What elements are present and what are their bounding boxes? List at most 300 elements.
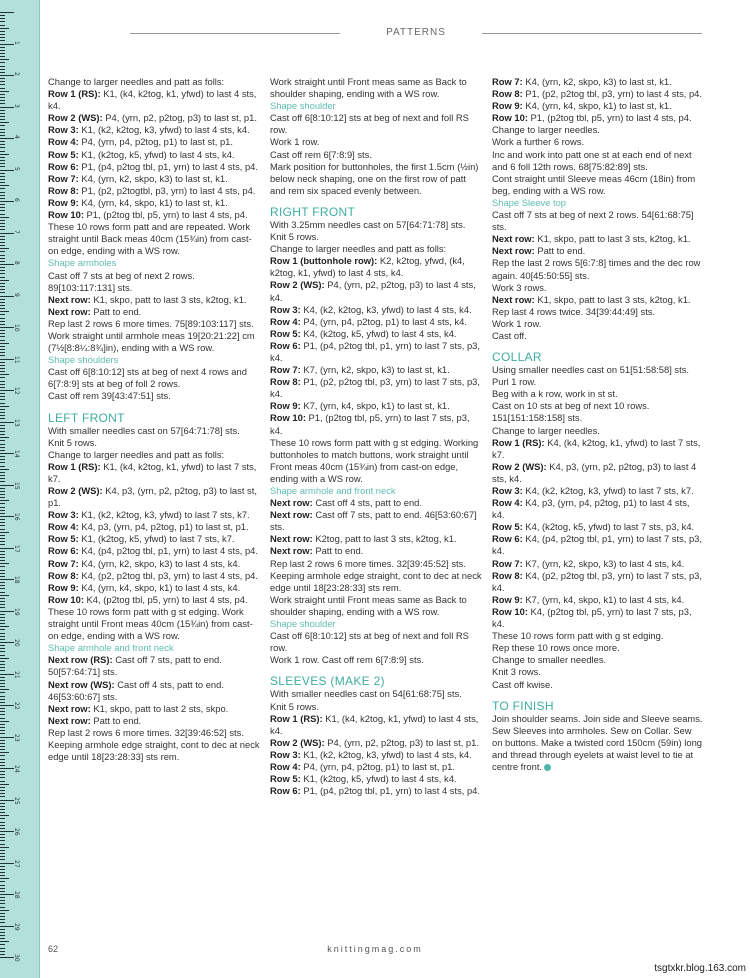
ruler-tick <box>0 740 5 741</box>
ruler-tick <box>0 818 5 819</box>
ruler-tick <box>0 689 9 690</box>
row-label: Next row: <box>492 233 535 245</box>
row-label: Row 8: <box>48 569 79 581</box>
ruler-tick <box>0 718 5 719</box>
ruler-tick <box>0 403 5 404</box>
instruction-line <box>492 136 704 148</box>
ruler-label: 22 <box>13 702 20 710</box>
ruler-tick <box>0 422 14 423</box>
instruction-text: Change to larger needles. <box>492 424 600 436</box>
ruler-tick <box>0 702 5 703</box>
instruction-line <box>492 642 704 654</box>
ruler-tick <box>0 560 5 561</box>
instruction-line <box>48 703 260 715</box>
instruction-text: Patt to end. <box>312 545 364 557</box>
instruction-text: Change to larger needles and patt as folls: <box>48 76 225 87</box>
ruler-label: 14 <box>13 450 20 458</box>
instruction-line <box>492 388 704 400</box>
ruler-tick <box>0 636 5 637</box>
ruler-tick <box>0 450 5 451</box>
instruction-line <box>270 570 482 594</box>
row-label: Next row: <box>48 702 91 714</box>
instruction-line <box>48 425 260 437</box>
subheading: Shape armhole and front neck <box>48 642 174 654</box>
instruction-line <box>270 219 482 231</box>
ruler-tick <box>0 847 9 848</box>
instruction-line <box>492 364 704 376</box>
instruction-text: K4, (yrn, k2, skpo, k3) to last st, k1. <box>522 76 672 87</box>
row-label: Row 1 (RS): <box>48 460 101 472</box>
ruler-tick <box>0 563 9 564</box>
instruction-line <box>270 437 482 485</box>
instruction-line <box>270 558 482 570</box>
ruler-tick <box>0 119 5 120</box>
ruler-tick <box>0 699 5 700</box>
ruler-label: 27 <box>13 859 20 868</box>
ruler-tick <box>0 255 5 256</box>
instruction-text: P1, (p2, p2tog tbl, p3, yrn) to last 7 sts, p3, k4. <box>270 376 480 400</box>
ruler-tick <box>0 459 5 460</box>
instruction-text: K4, p3, (yrn, p4, p2tog, p1) to last 4 sts, k4. <box>492 497 690 521</box>
ruler-tick <box>0 655 5 656</box>
instruction-line <box>492 437 704 461</box>
instruction-line <box>270 545 482 557</box>
instruction-line <box>48 124 260 136</box>
ruler-tick <box>0 352 5 353</box>
ruler-tick <box>0 415 5 416</box>
ruler-label: 21 <box>13 670 20 679</box>
ruler-tick <box>0 885 5 886</box>
instruction-text: Knit 5 rows. <box>48 436 97 448</box>
ruler-tick <box>0 677 5 678</box>
ruler-tick <box>0 648 5 649</box>
instruction-text: K1, (k4, k2tog, k1, yfwd) to last 4 sts, k4. <box>48 88 257 112</box>
ruler-tick <box>0 176 5 177</box>
instruction-text: Cast off kwise. <box>492 678 553 690</box>
row-label: Row 5: <box>48 533 79 545</box>
instruction-text: K4, (p2tog tbl, p5, yrn) to last 7 sts, p3, k4. <box>492 605 692 630</box>
instruction-line <box>48 330 260 354</box>
ruler-tick <box>0 629 5 630</box>
row-label: Next row: <box>48 714 91 726</box>
ruler-tick <box>0 674 14 675</box>
ruler-tick <box>0 396 5 397</box>
instruction-text: P1, (p2tog tbl, p5, yrn) to last 4 sts, p4. <box>527 112 692 124</box>
ruler-tick <box>0 529 5 530</box>
instruction-line <box>48 679 260 703</box>
ruler-tick <box>0 535 5 536</box>
ruler-tick <box>0 582 5 583</box>
ruler-tick <box>0 318 5 319</box>
ruler-tick <box>0 604 5 605</box>
ruler-label: 15 <box>13 481 20 490</box>
row-label: Row 9: <box>492 593 523 605</box>
ruler-tick <box>0 355 5 356</box>
ruler-tick <box>0 399 5 400</box>
instruction-text: P1, (p2tog tbl, p5, yrn) to last 4 sts, p4. <box>83 209 248 221</box>
ruler-tick <box>0 311 9 312</box>
ruler-tick <box>0 308 5 309</box>
instruction-line <box>270 364 482 376</box>
ruler-tick <box>0 428 5 429</box>
instruction-text: P4, (yrn, p2, p2tog, p3) to last st, p1. <box>324 736 479 748</box>
instruction-text: K4, p3, (yrn, p4, p2tog, p1) to last st, p1. <box>78 521 249 533</box>
instruction-text: These 10 rows form patt and are repeated. Work straight until Back meas 40cm (15¾in) from cast-on edge, ending with a WS row. <box>48 221 252 257</box>
ruler-tick <box>0 888 5 889</box>
ruler-tick <box>0 125 5 126</box>
ruler-label: 6 <box>13 198 20 202</box>
row-label: Next row: <box>270 497 313 509</box>
ruler-tick <box>0 538 5 539</box>
ruler-tick <box>0 258 5 259</box>
instruction-line <box>48 570 260 582</box>
instruction-text: K4, (p4, p2tog tbl, p1, yrn) to last 7 sts, p3, k4. <box>492 533 702 557</box>
instruction-line <box>492 282 704 294</box>
instruction-text: K4, (yrn, k4, skpo, k1) to last st, k1. <box>522 100 672 112</box>
ruler-tick <box>0 210 5 211</box>
ruler-tick <box>0 494 5 495</box>
ruler-tick <box>0 25 5 26</box>
instruction-text: P4, (yrn, p4, p2tog, p1) to last 4 sts, k4. <box>300 315 467 327</box>
instruction-line <box>270 243 482 255</box>
instruction-line <box>48 654 260 678</box>
ruler-tick <box>0 866 5 867</box>
instruction-text: Cast off 6[8:10:12] sts at beg of next and foll RS row. <box>270 112 469 136</box>
instruction-text: Cast off. <box>492 329 527 341</box>
row-label: Row 4: <box>48 136 79 148</box>
ruler-label: 4 <box>13 135 20 139</box>
ruler-tick <box>0 418 5 419</box>
section-title: PATTERNS <box>380 27 452 38</box>
instruction-line <box>270 509 482 533</box>
column-3 <box>492 76 704 773</box>
ruler-tick <box>0 900 5 901</box>
instruction-line <box>270 316 482 328</box>
instruction-line <box>48 533 260 545</box>
instruction-line <box>492 209 704 233</box>
ruler-tick <box>0 573 5 574</box>
ruler-tick <box>0 692 5 693</box>
page-number: 62 <box>48 944 59 954</box>
ruler-tick <box>0 598 5 599</box>
ruler-tick <box>0 932 5 933</box>
ruler-tick <box>0 755 5 756</box>
ruler-tick <box>0 815 9 816</box>
instruction-line <box>270 688 482 700</box>
ruler-label: 17 <box>13 544 20 553</box>
ruler-tick <box>0 525 5 526</box>
ruler-tick <box>0 737 14 738</box>
instruction-text: Cont straight until Sleeve meas 46cm (18in) from beg, ending with a WS row. <box>492 172 696 196</box>
row-label: Row 9: <box>270 400 301 412</box>
ruler-tick <box>0 790 5 791</box>
instruction-line <box>270 400 482 412</box>
row-label: Row 4: <box>270 315 301 327</box>
ruler-tick <box>0 781 5 782</box>
ruler-tick <box>0 122 9 123</box>
instruction-text: Cast off 6[8:10:12] sts at beg of next and foll RS row. <box>270 630 469 654</box>
ruler-tick <box>0 768 14 769</box>
instruction-text: P1, (p2, p2tog tbl, p3, yrn) to last 4 sts, p4. <box>522 88 702 100</box>
row-label: Row 10: <box>270 412 306 424</box>
instruction-text: Work a further 6 rows. <box>492 136 585 148</box>
row-label: Next row: <box>270 533 313 545</box>
subheading: Shape armhole and front neck <box>270 485 396 496</box>
ruler-tick <box>0 519 5 520</box>
ruler-tick <box>0 336 5 337</box>
ruler-tick <box>0 491 5 492</box>
ruler-tick <box>0 664 5 665</box>
ruler-tick <box>0 466 5 467</box>
ruler-tick <box>0 299 5 300</box>
row-label: Row 9: <box>48 581 79 593</box>
ruler-tick <box>0 548 14 549</box>
instruction-text: K4, (yrn, k2, skpo, k3) to last st, k1. <box>78 172 228 184</box>
ruler-tick <box>0 541 5 542</box>
ruler-tick <box>0 746 5 747</box>
ruler-tick <box>0 771 5 772</box>
instruction-text: P4, (yrn, p4, p2tog, p1) to last st, p1. <box>300 760 455 772</box>
ruler-tick <box>0 544 5 545</box>
ruler-tick <box>0 869 5 870</box>
ruler-tick <box>0 97 5 98</box>
instruction-text: P4, (yrn, p2, p2tog, p3) to last st, p1. <box>102 112 257 124</box>
ruler-tick <box>0 510 5 511</box>
section-heading: COLLAR <box>492 350 542 365</box>
ruler-tick <box>0 500 9 501</box>
ruler-tick <box>0 844 5 845</box>
ruler-tick <box>0 198 5 199</box>
ruler-tick <box>0 362 5 363</box>
instruction-text: Cast off 7 sts, patt to end. 50[57:64:71] sts. <box>48 654 222 678</box>
ruler-tick <box>0 919 5 920</box>
ruler-tick <box>0 160 5 161</box>
ruler-tick <box>0 44 14 45</box>
ruler-tick <box>0 913 5 914</box>
ruler-tick <box>0 507 5 508</box>
ruler-tick <box>0 620 5 621</box>
row-label: Row 6: <box>492 533 523 545</box>
ruler-tick <box>0 793 5 794</box>
instruction-text: Using smaller needles cast on 51[51:58:58] sts. <box>492 364 689 376</box>
ruler-tick <box>0 872 5 873</box>
ruler-tick <box>0 182 5 183</box>
ruler-tick <box>0 938 5 939</box>
ruler-tick <box>0 595 9 596</box>
section-heading: TO FINISH <box>492 698 554 713</box>
instruction-line <box>270 533 482 545</box>
instruction-line <box>48 558 260 570</box>
ruler-tick <box>0 617 5 618</box>
instruction-text: P1, (p2tog tbl, p5, yrn) to last 7 sts, p3, k4. <box>270 412 470 436</box>
ruler-tick <box>0 280 9 281</box>
ruler-tick <box>0 714 5 715</box>
row-label: Row 6: <box>48 545 79 557</box>
ruler-tick <box>0 296 14 297</box>
ruler-tick <box>0 91 9 92</box>
ruler-tick <box>0 850 5 851</box>
ruler-tick <box>0 907 5 908</box>
instruction-line <box>492 630 704 642</box>
instruction-text: With smaller needles cast on 57[64:71:78] sts. <box>48 424 240 436</box>
instruction-line <box>48 161 260 173</box>
ruler-tick <box>0 592 5 593</box>
ruler-tick <box>0 705 14 706</box>
instruction-text: Change to larger needles and patt as folls: <box>48 448 225 460</box>
ruler-tick <box>0 894 14 895</box>
instruction-text: Work straight until Front meas same as Back to shoulder shaping, ending with a WS row. <box>270 76 467 100</box>
ruler-tick <box>0 100 5 101</box>
row-label: Row 7: <box>270 364 301 376</box>
ruler-tick <box>0 837 5 838</box>
ruler-tick <box>0 18 5 19</box>
instruction-text: Purl 1 row. <box>492 376 537 388</box>
instruction-line <box>492 425 704 437</box>
ruler-tick <box>0 264 14 265</box>
instruction-text: K4, (yrn, k4, skpo, k1) to last st, k1. <box>78 196 228 208</box>
ruler-tick <box>0 891 5 892</box>
ruler-tick <box>0 267 5 268</box>
ruler-tick <box>0 242 5 243</box>
section-heading: SLEEVES (MAKE 2) <box>270 674 385 689</box>
ruler-tick <box>0 251 5 252</box>
footer-website: knittingmag.com <box>327 944 423 954</box>
instruction-text: K4, (k2tog, k5, yfwd) to last 7 sts, p3, k4. <box>522 521 695 533</box>
ruler-tick <box>0 141 5 142</box>
ruler-tick <box>0 922 5 923</box>
instruction-line <box>492 570 704 594</box>
instruction-text: Work straight until armhole meas 19[20:21:22] cm (7½[8:8¼:8¾]in), ending with a WS row. <box>48 329 255 354</box>
row-label: Next row: <box>48 305 91 317</box>
instruction-text: Inc and work into patt one st at each end of next and 6 foll 12th rows. 68[75:82:89] sts. <box>492 148 692 172</box>
instruction-text: Keeping armhole edge straight, cont to dec at neck edge until 18[23:28:33] sts rem. <box>270 569 482 593</box>
ruler-label: 24 <box>13 765 20 773</box>
instruction-text: K2, k2tog, yfwd, (k4, k2tog, k1, yfwd) to last 4 sts, k4. <box>270 255 465 279</box>
instruction-text: K4, (yrn, k2, skpo, k3) to last 4 sts, k4. <box>78 557 241 569</box>
ruler-tick <box>0 759 5 760</box>
ruler-tick <box>0 611 14 612</box>
ruler-tick <box>0 840 5 841</box>
row-label: Row 5: <box>270 327 301 339</box>
ruler-tick <box>0 393 5 394</box>
instruction-line <box>48 318 260 330</box>
instruction-line <box>270 304 482 316</box>
instruction-line <box>492 88 704 100</box>
instruction-line <box>48 594 260 606</box>
instruction-line <box>492 100 704 112</box>
ruler-tick <box>0 333 5 334</box>
ruler-tick <box>0 166 5 167</box>
ruler-tick <box>0 903 5 904</box>
row-label: Row 7: <box>48 172 79 184</box>
ruler-tick <box>0 305 5 306</box>
ruler-tick <box>0 147 5 148</box>
instruction-line <box>48 221 260 257</box>
instruction-text: K4, (k4, k2tog, k1, yfwd) to last 7 sts, k7. <box>492 436 701 460</box>
ruler-tick <box>0 762 5 763</box>
instruction-text: Cast off rem 6[7:8:9] sts. <box>270 148 372 160</box>
ruler-tick <box>0 107 14 108</box>
row-label: Row 8: <box>270 376 301 388</box>
ruler-tick <box>0 226 5 227</box>
instruction-line <box>270 497 482 509</box>
instruction-text: K1, (k2, k2tog, k3, yfwd) to last 4 sts, k4. <box>78 124 250 136</box>
instruction-line <box>492 666 704 678</box>
ruler-tick <box>0 881 5 882</box>
ruler-tick <box>0 261 5 262</box>
instruction-line <box>48 437 260 449</box>
ruler-tick <box>0 667 5 668</box>
ruler-tick <box>0 472 5 473</box>
instruction-line <box>270 737 482 749</box>
ruler-tick <box>0 749 5 750</box>
ruler-tick <box>0 576 5 577</box>
ruler-tick <box>0 201 14 202</box>
instruction-text: K7, (yrn, k2, skpo, k3) to last 4 sts, k4. <box>522 557 685 569</box>
ruler-label: 1 <box>13 40 20 45</box>
ruler-tick <box>0 129 5 130</box>
instruction-line <box>492 497 704 521</box>
instruction-line <box>48 306 260 318</box>
ruler-tick <box>0 651 5 652</box>
ruler-label: 29 <box>13 922 20 931</box>
ruler-tick <box>0 292 5 293</box>
ruler-tick <box>0 110 5 111</box>
ruler-tick <box>0 179 5 180</box>
instruction-line <box>492 606 704 630</box>
row-label: Row 2 (WS): <box>48 485 103 496</box>
instruction-line <box>492 521 704 533</box>
instruction-text: K4, (p2, p2tog tbl, p3, yrn) to last 7 sts, p3, k4. <box>492 569 702 593</box>
ruler-tick <box>0 103 5 104</box>
instruction-line <box>48 270 260 294</box>
instruction-text: Patt to end. <box>90 714 142 726</box>
instruction-text: K1, (k2tog, k5, yfwd) to last 4 sts, k4. <box>78 148 235 160</box>
row-label: Row 4: <box>492 497 523 509</box>
instruction-line <box>492 485 704 497</box>
ruler-tick <box>0 154 9 155</box>
ruler-tick <box>0 834 5 835</box>
instruction-text: Change to larger needles. <box>492 124 600 136</box>
ruler-tick <box>0 28 9 29</box>
ruler-tick <box>0 462 5 463</box>
ruler-tick <box>0 78 5 79</box>
ruler-tick <box>0 163 5 164</box>
ruler-tick <box>0 34 5 35</box>
ruler-tick <box>0 88 5 89</box>
ruler-tick <box>0 214 5 215</box>
instruction-text: K4, (p2tog tbl, p5, yrn) to last 4 sts, p4. <box>83 593 248 605</box>
instruction-text: P4, (yrn, p2, p2tog, p3) to last 4 sts, k4. <box>270 279 476 303</box>
ruler-tick <box>0 522 5 523</box>
ruler-tick <box>0 639 5 640</box>
instruction-text: K1, skpo, patt to last 3 sts, k2tog, k1. <box>534 293 691 305</box>
ruler-tick <box>0 170 14 171</box>
instruction-line <box>492 376 704 388</box>
instruction-text: Cast off 4 sts, patt to end. 46[53:60:67] sts. <box>48 678 224 702</box>
ruler-tick <box>0 532 9 533</box>
ruler-tick <box>0 910 9 911</box>
ruler-tick <box>0 588 5 589</box>
instruction-text: K4, p3, (yrn, p2, p2tog, p3) to last st, p1. <box>48 485 257 509</box>
ruler-tick <box>0 138 14 139</box>
instruction-line <box>48 521 260 533</box>
ruler-tick <box>0 62 5 63</box>
instruction-line <box>492 461 704 485</box>
ruler-tick <box>0 270 5 271</box>
ruler-tick <box>0 135 5 136</box>
instruction-line <box>48 449 260 461</box>
